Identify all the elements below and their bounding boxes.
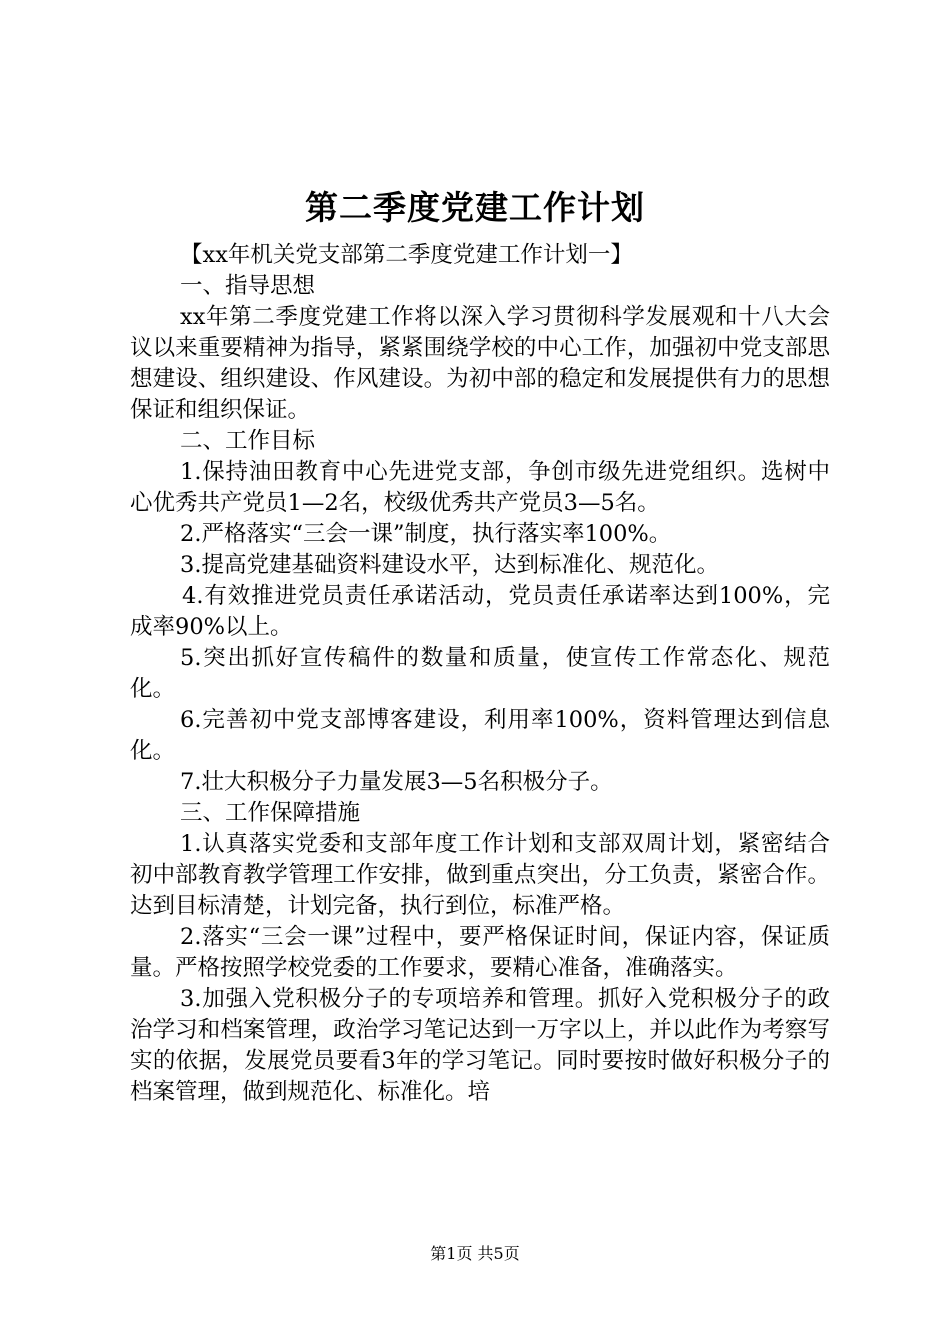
measure-item-2: 2.落实“三会一课”过程中，要严格保证时间，保证内容，保证质量。严格按照学校党委的工作要求，要精心准备，准确落实。 xyxy=(130,924,830,981)
goal-item-6: 6.完善初中党支部博客建设，利用率100%，资料管理达到信息化。 xyxy=(130,707,830,764)
section-heading-2: 二、工作目标 xyxy=(180,428,316,454)
goal-item-1: 1.保持油田教育中心先进党支部，争创市级先进党组织。选树中心优秀共产党员1—2名，校级优秀共产党员3—5名。 xyxy=(130,459,830,516)
goal-item-7: 7.壮大积极分子力量发展3—5名积极分子。 xyxy=(180,769,613,795)
goal-item-2: 2.严格落实“三会一课”制度，执行落实率100%。 xyxy=(180,521,672,547)
goal-item-3: 3.提高党建基础资料建设水平，达到标准化、规范化。 xyxy=(180,552,719,578)
guiding-paragraph: xx年第二季度党建工作将以深入学习贯彻科学发展观和十八大会议以来重要精神为指导，紧紧围绕学校的中心工作，加强初中党支部思想建设、组织建设、作风建设。为初中部的稳定和发展提供有力的思想保证和组织保证。 xyxy=(130,304,830,423)
document-body xyxy=(130,240,830,1108)
section-heading-3: 三、工作保障措施 xyxy=(180,800,361,826)
section-heading-1: 一、指导思想 xyxy=(180,273,316,299)
measure-item-3: 3.加强入党积极分子的专项培养和管理。抓好入党积极分子的政治学习和档案管理，政治学习笔记达到一万字以上，并以此作为考察写实的依据，发展党员要看3年的学习笔记。同时要按时做好积极分子的档案管理，做到规范化、标准化。培 xyxy=(130,986,830,1105)
subtitle-paragraph: 【xx年机关党支部第二季度党建工作计划一】 xyxy=(180,242,633,268)
page-number: 第1页 共5页 xyxy=(430,1244,520,1263)
document-title: 第二季度党建工作计划 xyxy=(305,188,645,227)
goal-item-4: 4.有效推进党员责任承诺活动，党员责任承诺率达到100%，完成率90%以上。 xyxy=(130,583,830,640)
measure-item-1: 1.认真落实党委和支部年度工作计划和支部双周计划，紧密结合初中部教育教学管理工作安排，做到重点突出，分工负责，紧密合作。达到目标清楚，计划完备，执行到位，标准严格。 xyxy=(130,831,830,919)
goal-item-5: 5.突出抓好宣传稿件的数量和质量，使宣传工作常态化、规范化。 xyxy=(130,645,830,702)
